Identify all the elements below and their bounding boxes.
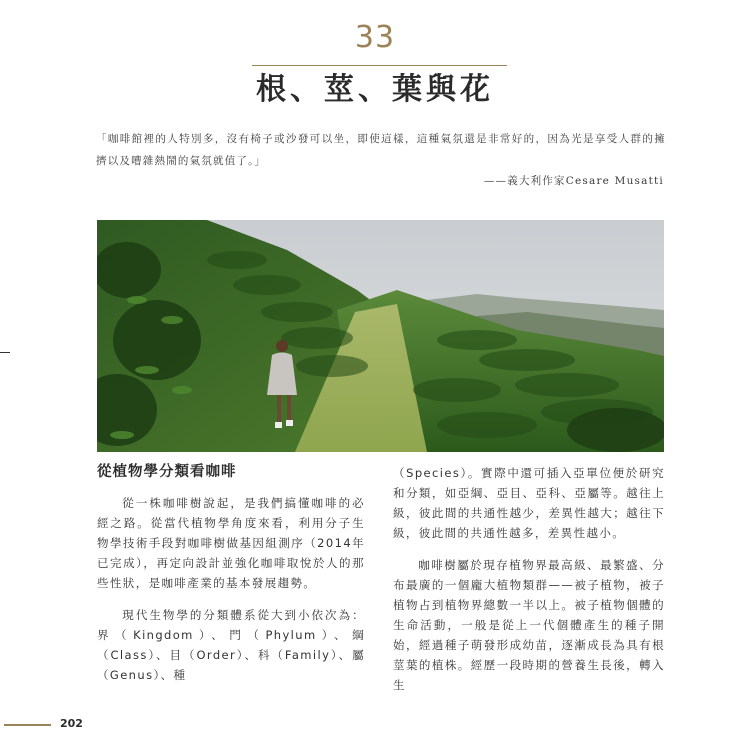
section-heading: 從植物學分類看咖啡	[97, 464, 237, 480]
body-column-right	[393, 463, 665, 695]
epigraph-attribution: ——義大利作家Cesare Musatti	[483, 175, 664, 187]
chapter-title: 根、莖、葉與花	[256, 72, 494, 107]
paragraph: 從一株咖啡樹說起，是我們搞懂咖啡的必經之路。從當代植物學角度來看，利用分子生物學技術手段對咖啡樹做基因組測序（2014年已完成），再定向設計並強化咖啡取悅於人的那些性狀，是咖啡產業的基本發展趨勢。	[97, 496, 365, 590]
footer-divider	[4, 724, 51, 726]
title-divider	[252, 65, 507, 66]
paragraph: （Species）。實際中還可插入亞單位便於研究和分類，如亞綱、亞目、亞科、亞屬等。越往上級，彼此間的共通性越少，差異性越大；越往下級，彼此間的共通性越多，差異性越小。	[393, 466, 665, 540]
body-column-left	[97, 493, 365, 685]
paragraph: 現代生物學的分類體系從大到小依次為：界（Kingdom）、門（Phylum）、綱（Class）、目（Order）、科（Family）、屬（Genus）、種	[97, 608, 365, 682]
epigraph-quote: 「咖啡館裡的人特別多，沒有椅子或沙發可以坐，即使這樣，這種氣氛還是非常好的，因為光是享受人群的擁擠以及嘈雜熱鬧的氣氛就值了。」	[96, 133, 666, 167]
margin-tick	[0, 352, 10, 353]
coffee-plantation-photo	[97, 220, 664, 452]
page-number: 202	[60, 717, 83, 730]
chapter-number: 33	[354, 20, 396, 55]
paragraph: 咖啡樹屬於現存植物界最高級、最繁盛、分布最廣的一個龐大植物類群——被子植物，被子植物占到植物界總數一半以上。被子植物個體的生命活動，一般是從上一代個體產生的種子開始，經過種子萌發形成幼苗，逐漸成長為具有根莖葉的植株。經歷一段時期的營養生長後，轉入生	[393, 558, 665, 692]
